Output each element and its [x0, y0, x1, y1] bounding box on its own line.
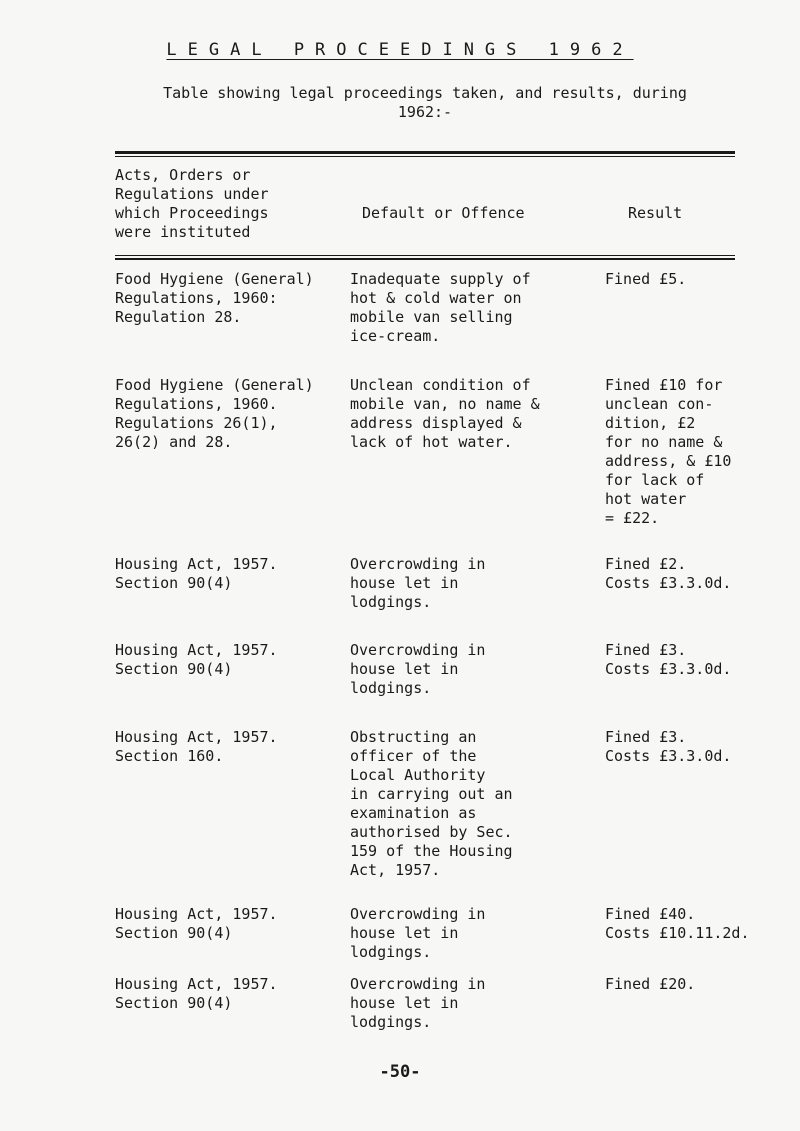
table-caption: Table showing legal proceedings taken, and results, during 1962:- — [163, 84, 687, 121]
row-result: Fined £3. Costs £3.3.0d. — [605, 641, 732, 678]
row-offence: Unclean condition of mobile van, no name & address displayed & lack of hot water. — [350, 376, 540, 451]
header-offence: Default or Offence — [362, 204, 525, 222]
header-result: Result — [628, 204, 683, 222]
header-rule-thick — [115, 258, 735, 260]
header-rule-thin — [115, 255, 735, 256]
row-act: Housing Act, 1957. Section 160. — [115, 728, 278, 765]
row-result: Fined £5. — [605, 270, 687, 288]
row-result: Fined £2. Costs £3.3.0d. — [605, 555, 732, 592]
row-offence: Overcrowding in house let in lodgings. — [350, 641, 486, 697]
row-result: Fined £3. Costs £3.3.0d. — [605, 728, 732, 765]
row-act: Food Hygiene (General) Regulations, 1960. Regulations 26(1), 26(2) and 28. — [115, 376, 314, 451]
row-act: Housing Act, 1957. Section 90(4) — [115, 555, 278, 592]
row-offence: Overcrowding in house let in lodgings. — [350, 555, 486, 611]
page-heading — [0, 40, 800, 60]
row-result: Fined £20. — [605, 975, 696, 993]
top-rule-thin — [115, 156, 735, 157]
top-rule-thick — [115, 151, 735, 154]
row-act: Food Hygiene (General) Regulations, 1960: Regulation 28. — [115, 270, 314, 326]
row-act: Housing Act, 1957. Section 90(4) — [115, 975, 278, 1012]
row-offence: Overcrowding in house let in lodgings. — [350, 975, 486, 1031]
row-offence: Obstructing an officer of the Local Authority in carrying out an examination as authorised by Sec. 159 of the Housing Act, 1957. — [350, 728, 513, 879]
row-result: Fined £40. Costs £10.11.2d. — [605, 905, 750, 942]
row-offence: Overcrowding in house let in lodgings. — [350, 905, 486, 961]
header-acts: Acts, Orders or Regulations under which Proceedings were instituted — [115, 166, 269, 241]
row-act: Housing Act, 1957. Section 90(4) — [115, 641, 278, 678]
row-act: Housing Act, 1957. Section 90(4) — [115, 905, 278, 942]
page-number: -50- — [379, 1062, 421, 1082]
page-heading-text: LEGAL PROCEEDINGS 1962 — [166, 40, 634, 60]
row-result: Fined £10 for unclean con- dition, £2 for no name & address, & £10 for lack of hot water = £22. — [605, 376, 732, 527]
row-offence: Inadequate supply of hot & cold water on mobile van selling ice-cream. — [350, 270, 531, 345]
